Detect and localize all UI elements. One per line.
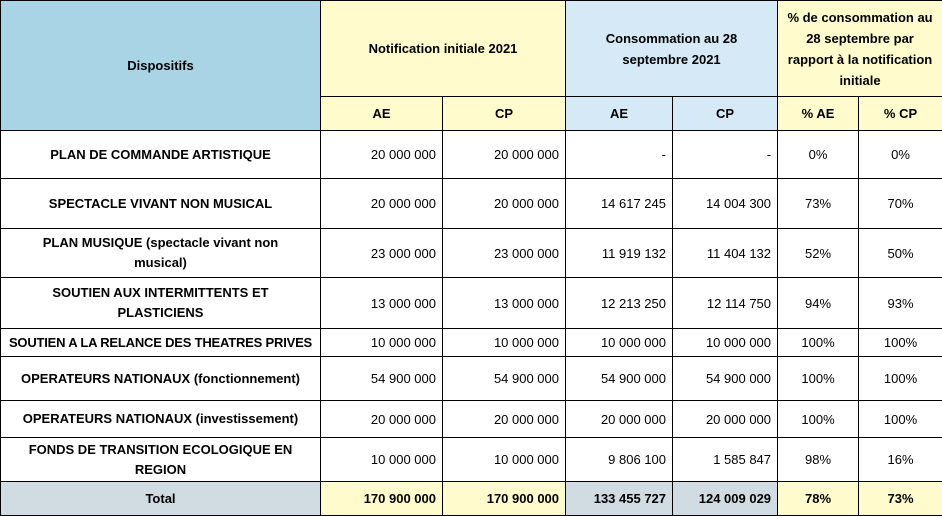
- cell-notif-cp: 23 000 000: [443, 229, 566, 278]
- total-conso-cp: 124 009 029: [673, 482, 778, 516]
- row-label: PLAN MUSIQUE (spectacle vivant non musical): [1, 229, 321, 278]
- cell-conso-cp: 20 000 000: [673, 401, 778, 438]
- cell-conso-ae: 10 000 000: [566, 329, 673, 357]
- cell-conso-cp: -: [673, 131, 778, 179]
- cell-pct-cp: 50%: [859, 229, 942, 278]
- table-row: [1, 401, 942, 438]
- total-row: [1, 482, 942, 516]
- row-label: OPERATEURS NATIONAUX (fonctionnement): [1, 357, 321, 401]
- cell-conso-ae: -: [566, 131, 673, 179]
- cell-notif-ae: 20 000 000: [321, 401, 443, 438]
- header-consommation: Consommation au 28 septembre 2021: [566, 1, 778, 97]
- cell-pct-ae: 73%: [778, 179, 859, 229]
- cell-pct-ae: 94%: [778, 278, 859, 329]
- header-conso-cp: CP: [673, 97, 778, 131]
- cell-conso-cp: 54 900 000: [673, 357, 778, 401]
- header-pct-cp: % CP: [859, 97, 942, 131]
- row-label: SPECTACLE VIVANT NON MUSICAL: [1, 179, 321, 229]
- cell-notif-cp: 13 000 000: [443, 278, 566, 329]
- cell-pct-cp: 100%: [859, 401, 942, 438]
- cell-conso-ae: 9 806 100: [566, 438, 673, 482]
- cell-notif-cp: 10 000 000: [443, 438, 566, 482]
- cell-conso-ae: 11 919 132: [566, 229, 673, 278]
- row-label: PLAN DE COMMANDE ARTISTIQUE: [1, 131, 321, 179]
- cell-notif-cp: 20 000 000: [443, 179, 566, 229]
- cell-pct-cp: 70%: [859, 179, 942, 229]
- header-notif-cp: CP: [443, 97, 566, 131]
- row-label: SOUTIEN AUX INTERMITTENTS ET PLASTICIENS: [1, 278, 321, 329]
- total-pct-ae: 78%: [778, 482, 859, 516]
- cell-notif-ae: 20 000 000: [321, 179, 443, 229]
- cell-pct-ae: 100%: [778, 357, 859, 401]
- table-row: [1, 329, 942, 357]
- total-pct-cp: 73%: [859, 482, 942, 516]
- cell-pct-cp: 100%: [859, 357, 942, 401]
- cell-notif-ae: 10 000 000: [321, 438, 443, 482]
- header-dispositifs: Dispositifs: [1, 1, 321, 131]
- header-pourcentage: % de consommation au 28 septembre par rapport à la notification initiale: [778, 1, 942, 97]
- cell-notif-ae: 13 000 000: [321, 278, 443, 329]
- cell-pct-cp: 16%: [859, 438, 942, 482]
- cell-conso-cp: 12 114 750: [673, 278, 778, 329]
- total-conso-ae: 133 455 727: [566, 482, 673, 516]
- cell-pct-cp: 93%: [859, 278, 942, 329]
- cell-notif-ae: 10 000 000: [321, 329, 443, 357]
- cell-conso-ae: 12 213 250: [566, 278, 673, 329]
- cell-notif-cp: 54 900 000: [443, 357, 566, 401]
- cell-notif-cp: 10 000 000: [443, 329, 566, 357]
- cell-conso-cp: 14 004 300: [673, 179, 778, 229]
- cell-conso-ae: 14 617 245: [566, 179, 673, 229]
- cell-notif-cp: 20 000 000: [443, 131, 566, 179]
- cell-conso-ae: 20 000 000: [566, 401, 673, 438]
- cell-notif-ae: 54 900 000: [321, 357, 443, 401]
- cell-pct-ae: 98%: [778, 438, 859, 482]
- cell-pct-ae: 0%: [778, 131, 859, 179]
- table-row: [1, 438, 942, 482]
- table-row: [1, 131, 942, 179]
- cell-pct-ae: 52%: [778, 229, 859, 278]
- header-notification: Notification initiale 2021: [321, 1, 566, 97]
- cell-pct-ae: 100%: [778, 401, 859, 438]
- cell-conso-cp: 1 585 847: [673, 438, 778, 482]
- total-notif-cp: 170 900 000: [443, 482, 566, 516]
- table-row: [1, 357, 942, 401]
- cell-notif-ae: 20 000 000: [321, 131, 443, 179]
- row-label: FONDS DE TRANSITION ECOLOGIQUE EN REGION: [1, 438, 321, 482]
- cell-notif-ae: 23 000 000: [321, 229, 443, 278]
- table-row: [1, 278, 942, 329]
- table-row: [1, 179, 942, 229]
- row-label: SOUTIEN A LA RELANCE DES THEATRES PRIVES: [1, 329, 321, 357]
- total-notif-ae: 170 900 000: [321, 482, 443, 516]
- total-label: Total: [1, 482, 321, 516]
- table-row: [1, 229, 942, 278]
- cell-conso-ae: 54 900 000: [566, 357, 673, 401]
- row-label: OPERATEURS NATIONAUX (investissement): [1, 401, 321, 438]
- header-pct-ae: % AE: [778, 97, 859, 131]
- cell-notif-cp: 20 000 000: [443, 401, 566, 438]
- header-notif-ae: AE: [321, 97, 443, 131]
- cell-pct-cp: 100%: [859, 329, 942, 357]
- cell-conso-cp: 11 404 132: [673, 229, 778, 278]
- header-conso-ae: AE: [566, 97, 673, 131]
- cell-pct-cp: 0%: [859, 131, 942, 179]
- cell-conso-cp: 10 000 000: [673, 329, 778, 357]
- cell-pct-ae: 100%: [778, 329, 859, 357]
